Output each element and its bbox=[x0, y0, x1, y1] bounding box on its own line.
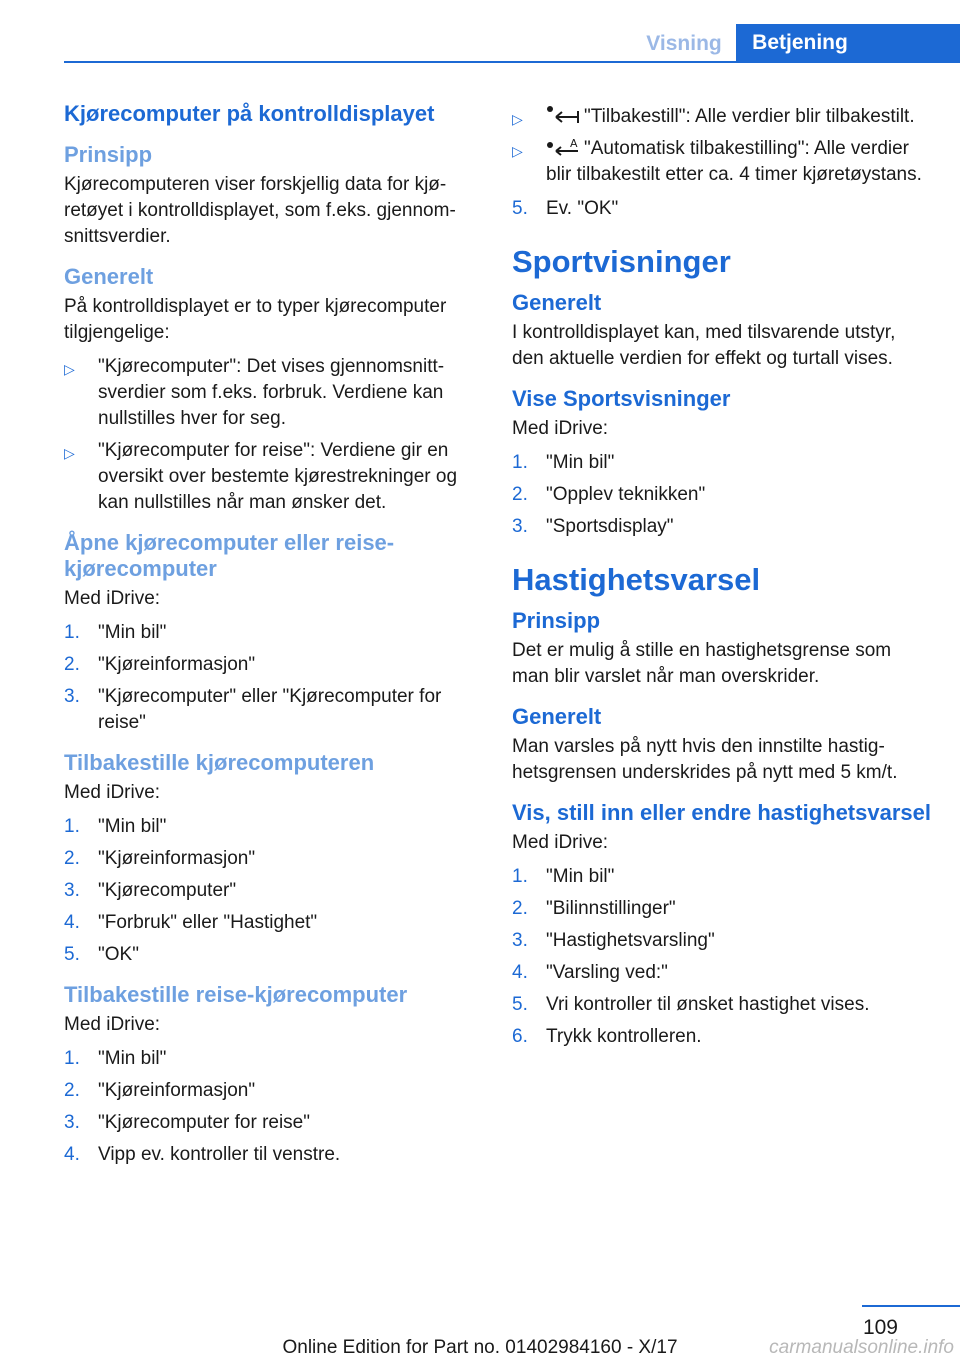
step-text: "Kjøreinformasjon" bbox=[98, 1080, 256, 1101]
header-bar bbox=[864, 24, 960, 62]
list-item-text: "Kjørecomputer": Det vises gjennomsnittsverdier som f.eks. forbruk. Verdiene kan nullstilles hver for seg. bbox=[98, 356, 445, 429]
step-item: 3. "Hastighetsvarsling" bbox=[512, 930, 715, 951]
step-item: 5. "OK" bbox=[64, 944, 139, 965]
step-text: "Kjørecomputer for reise" bbox=[98, 1112, 310, 1133]
apne-intro: Med iDrive: bbox=[64, 588, 161, 609]
step-item: 6. Trykk kontrolleren. bbox=[512, 1026, 702, 1047]
step-text: Vipp ev. kontroller til venstre. bbox=[98, 1144, 341, 1165]
step-item: 1. "Min bil" bbox=[64, 622, 167, 643]
list-item bbox=[64, 438, 480, 516]
generelt-text: På kontrolldisplayet er to typer kjørecomputer tilgjengelige: bbox=[64, 296, 447, 343]
left-column bbox=[64, 100, 480, 1176]
step-text: "Min bil" bbox=[98, 622, 167, 643]
step-text: Vri kontroller til ønsket hastighet vises. bbox=[546, 994, 870, 1015]
step-item: 3. "Kjørecomputer" bbox=[64, 880, 237, 901]
list-item bbox=[512, 136, 932, 188]
tilbake1-steps bbox=[64, 814, 480, 968]
tilbake2-steps bbox=[64, 1046, 480, 1168]
step-text: "Hastighetsvarsling" bbox=[546, 930, 715, 951]
step-text: "Kjørecomputer" eller "Kjørecomputer for reise" bbox=[98, 686, 442, 733]
prinsipp-text: Kjørecomputeren viser forskjellig data for kjøretøyet i kontrolldisplayet, som f.eks. gjennomsnittsverdier. bbox=[64, 174, 456, 247]
step-text: "Bilinnstillinger" bbox=[546, 898, 676, 919]
vis-heading: Vis, still inn eller endre hastighetsvarsel bbox=[512, 800, 931, 825]
step-item: 3. "Sportsdisplay" bbox=[512, 516, 674, 537]
apne-heading: Åpne kjørecomputer eller reise-kjørecomputer bbox=[64, 530, 395, 581]
step-text: "OK" bbox=[98, 944, 139, 965]
reset-icon bbox=[546, 105, 580, 125]
tilbake1-heading: Tilbakestille kjørecomputeren bbox=[64, 750, 375, 775]
step-item: 1. "Min bil" bbox=[512, 866, 615, 887]
step-item: 2. "Kjøreinformasjon" bbox=[64, 848, 256, 869]
auto-reset-icon bbox=[546, 137, 580, 157]
reset-options-list bbox=[512, 104, 932, 188]
step-text: "Min bil" bbox=[546, 866, 615, 887]
list-item bbox=[64, 354, 480, 432]
step-text: "Min bil" bbox=[546, 452, 615, 473]
triangle-bullet-icon: ▷ bbox=[512, 111, 523, 127]
tilbake2-heading: Tilbakestille reise-kjørecomputer bbox=[64, 982, 408, 1007]
generelt-list bbox=[64, 354, 480, 516]
step-item: 3. "Kjørecomputer" eller "Kjørecomputer for reise" bbox=[64, 686, 442, 733]
list-item-text: "Kjørecomputer for reise": Verdiene gir en oversikt over bestemte kjørestrekninger og kan nullstilles når man ønsker det. bbox=[98, 440, 458, 513]
step-text: "Kjørecomputer" bbox=[98, 880, 237, 901]
step-item: 2. "Kjøreinformasjon" bbox=[64, 654, 256, 675]
step-text: "Kjøreinformasjon" bbox=[98, 654, 256, 675]
step-item: 2. "Kjøreinformasjon" bbox=[64, 1080, 256, 1101]
vise-steps bbox=[512, 450, 932, 540]
watermark: carmanualsonline.info bbox=[769, 1337, 954, 1358]
step-item: 4. "Varsling ved:" bbox=[512, 962, 668, 983]
list-item bbox=[512, 104, 932, 130]
list-item-text: "Tilbakestill": Alle verdier blir tilbakestilt. bbox=[584, 106, 915, 127]
hast-generelt-heading: Generelt bbox=[512, 704, 602, 729]
step-item: 2. "Opplev teknikken" bbox=[512, 484, 706, 505]
step-item: 2. "Bilinnstillinger" bbox=[512, 898, 676, 919]
step-text: "Min bil" bbox=[98, 1048, 167, 1069]
triangle-bullet-icon: ▷ bbox=[64, 361, 75, 377]
step-item: 4. "Forbruk" eller "Hastighet" bbox=[64, 912, 318, 933]
apne-steps bbox=[64, 620, 480, 736]
edition-text: Online Edition for Part no. 01402984160 - X/17 bbox=[282, 1337, 678, 1358]
step-item: 3. "Kjørecomputer for reise" bbox=[64, 1112, 310, 1133]
step-item: 1. "Min bil" bbox=[512, 452, 615, 473]
sport-generelt-text: I kontrolldisplayet kan, med tilsvarende utstyr, den aktuelle verdien for effekt og turtall vises. bbox=[512, 322, 896, 369]
vise-intro: Med iDrive: bbox=[512, 418, 609, 439]
vis-intro: Med iDrive: bbox=[512, 832, 609, 853]
prinsipp-heading: Prinsipp bbox=[64, 142, 153, 167]
final-step bbox=[512, 196, 932, 222]
header-rule bbox=[64, 61, 960, 63]
step-text: "Forbruk" eller "Hastighet" bbox=[98, 912, 318, 933]
step-text: "Kjøreinformasjon" bbox=[98, 848, 256, 869]
hast-heading: Hastighetsvarsel bbox=[512, 562, 761, 597]
step-item: 1. "Min bil" bbox=[64, 816, 167, 837]
hast-prinsipp-heading: Prinsipp bbox=[512, 608, 601, 633]
hast-prinsipp-text: Det er mulig å stille en hastighetsgrense som man blir varslet når man overskrider. bbox=[512, 640, 892, 687]
triangle-bullet-icon: ▷ bbox=[64, 445, 75, 461]
step-text: "Varsling ved:" bbox=[546, 962, 668, 983]
step-text: "Opplev teknikken" bbox=[546, 484, 706, 505]
step-item: 5. Ev. "OK" bbox=[512, 198, 619, 219]
step-item: 1. "Min bil" bbox=[64, 1048, 167, 1069]
vise-heading: Vise Sportsvisninger bbox=[512, 386, 731, 411]
step-item: 4. Vipp ev. kontroller til venstre. bbox=[64, 1144, 341, 1165]
svg-text:A: A bbox=[570, 137, 578, 150]
generelt-heading: Generelt bbox=[64, 264, 154, 289]
sport-heading: Sportvisninger bbox=[512, 244, 731, 279]
step-text: "Min bil" bbox=[98, 816, 167, 837]
triangle-bullet-icon: ▷ bbox=[512, 143, 523, 159]
step-item: 5. Vri kontroller til ønsket hastighet vises. bbox=[512, 994, 870, 1015]
tilbake2-intro: Med iDrive: bbox=[64, 1014, 161, 1035]
step-text: "Sportsdisplay" bbox=[546, 516, 674, 537]
tab-visning[interactable]: Visning bbox=[646, 32, 722, 55]
hast-generelt-text: Man varsles på nytt hvis den innstilte hastighetsgrensen underskrides på nytt med 5 km/t. bbox=[512, 736, 898, 783]
tilbake1-intro: Med iDrive: bbox=[64, 782, 161, 803]
section-title: Kjørecomputer på kontrolldisplayet bbox=[64, 101, 435, 126]
list-item-text: "Automatisk tilbakestilling": Alle verdier blir tilbakestilt etter ca. 4 timer kjøretøystans. bbox=[546, 138, 922, 185]
sport-generelt-heading: Generelt bbox=[512, 290, 602, 315]
step-text: Trykk kontrolleren. bbox=[546, 1026, 702, 1047]
page-number: 109 bbox=[862, 1316, 898, 1339]
right-column bbox=[512, 100, 932, 1058]
step-text: Ev. "OK" bbox=[546, 198, 619, 219]
footer-rule bbox=[862, 1305, 960, 1307]
tab-betjening[interactable]: Betjening bbox=[736, 24, 864, 62]
vis-steps bbox=[512, 864, 932, 1050]
